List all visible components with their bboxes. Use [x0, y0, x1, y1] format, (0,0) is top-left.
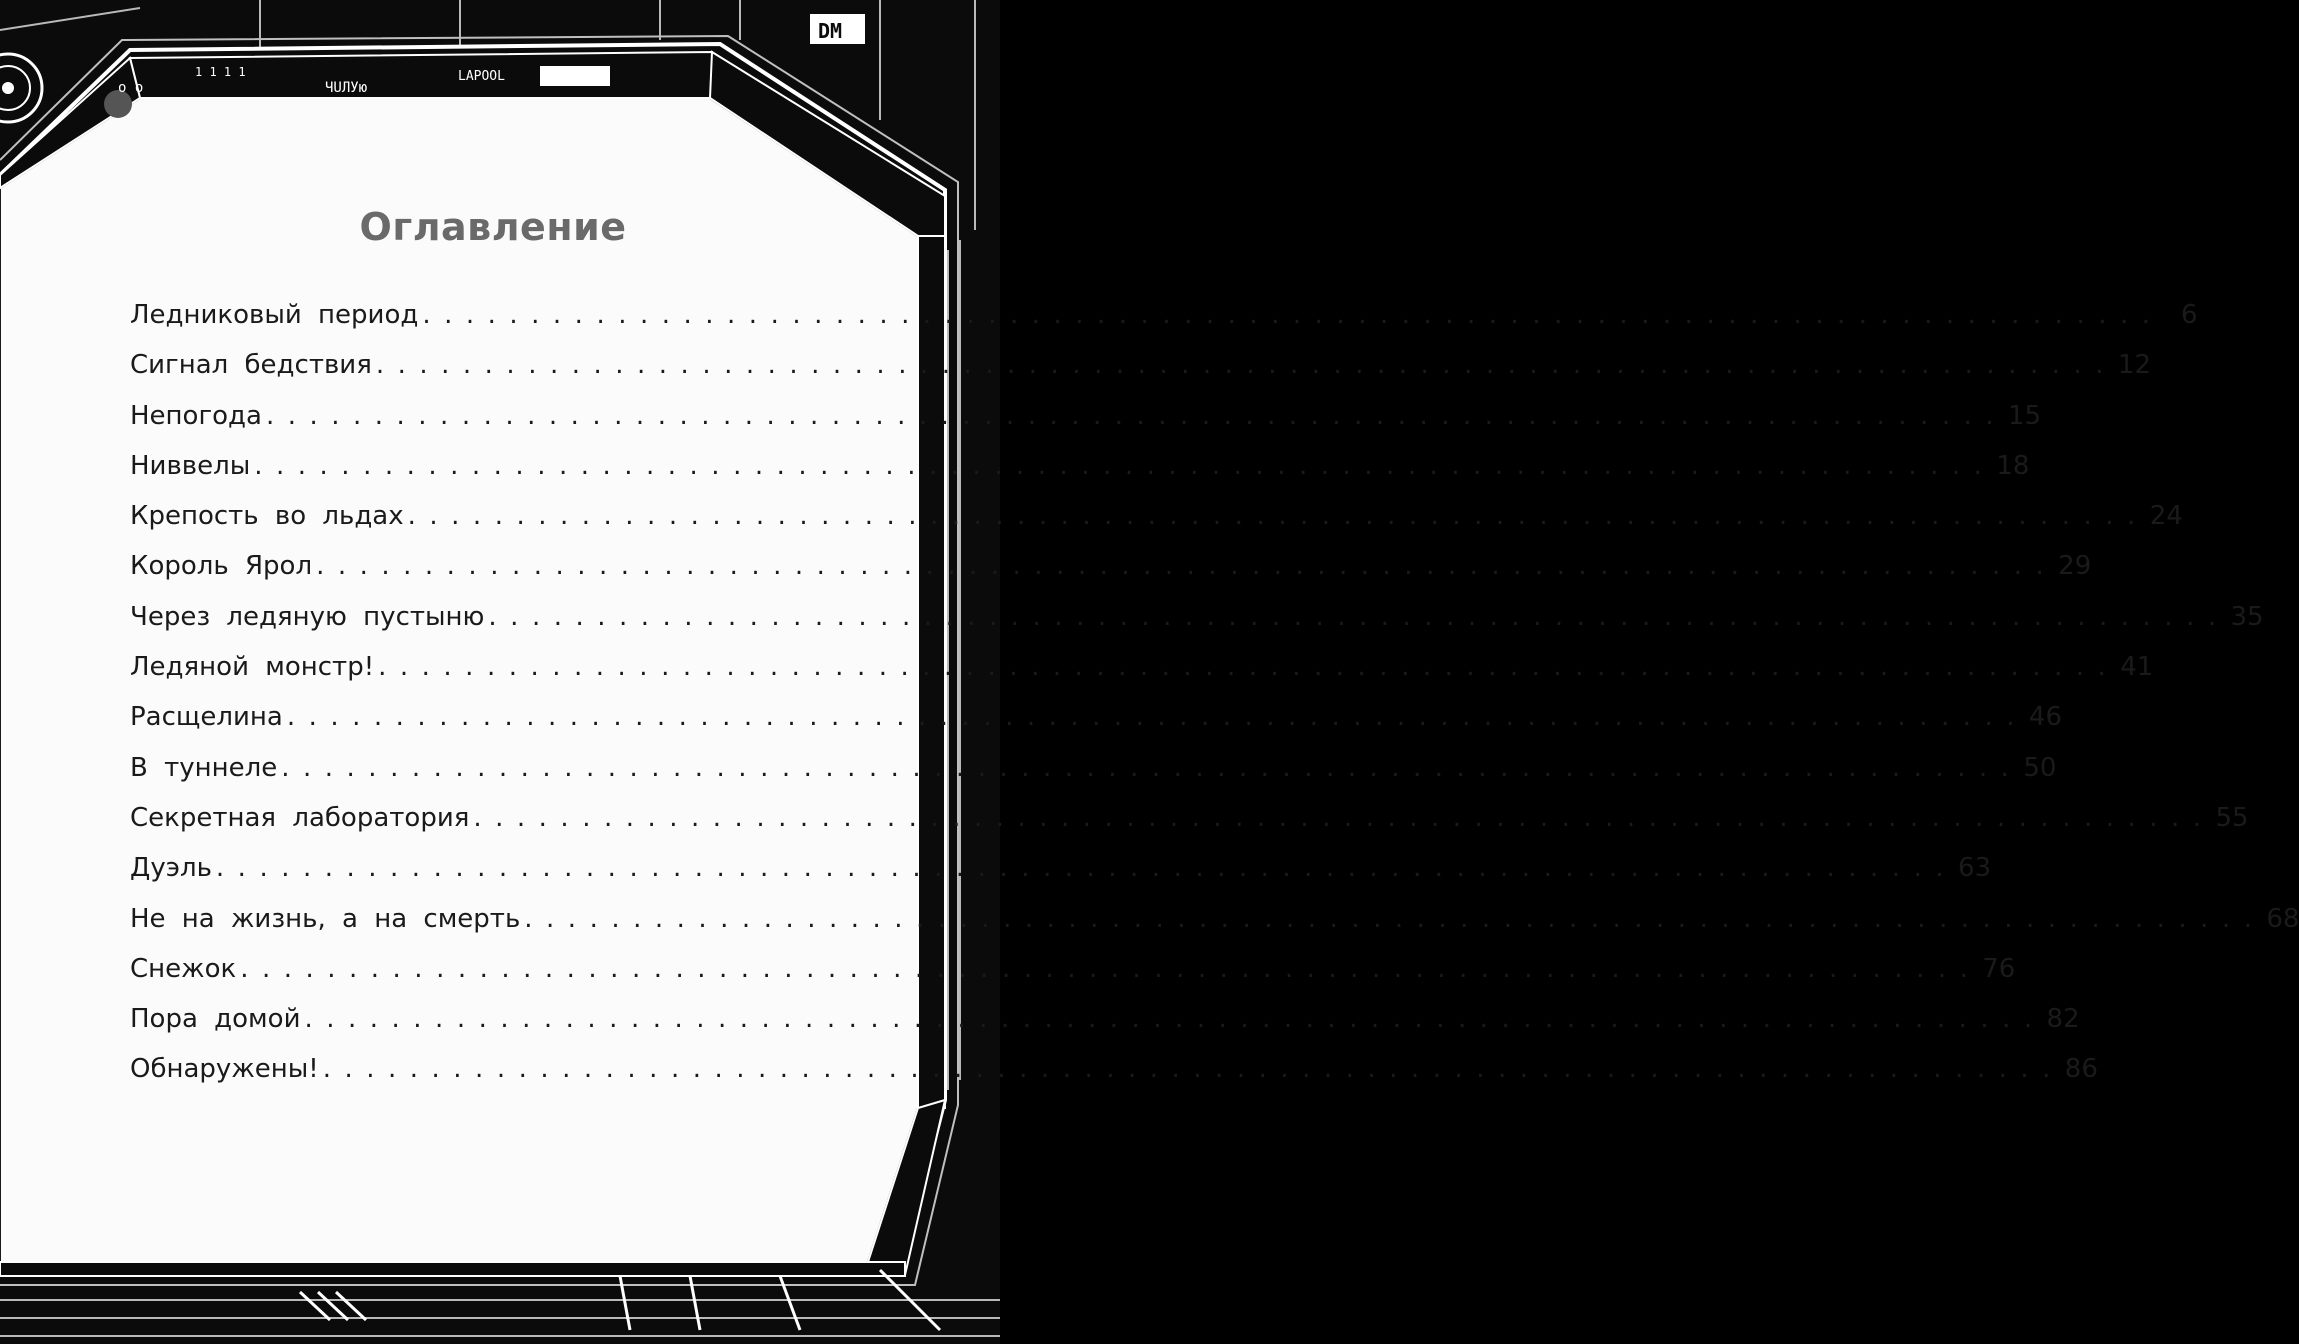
toc-entry-page-number: 6	[2180, 300, 2198, 330]
toc-entry-leader: ................................................................................	[322, 1054, 2064, 1085]
toc-entry-title: Дуэль	[130, 853, 212, 884]
toc-entry	[130, 903, 2299, 954]
toc-entry-page-number: 41	[2120, 652, 2154, 683]
toc-entry	[130, 501, 2183, 551]
toc-entry-leader: ................................................................................	[375, 350, 2118, 381]
toc-entry	[130, 551, 2092, 601]
hud-label-top-right-b: LAPOOL	[458, 69, 505, 84]
toc-entry-leader: ................................................................................	[378, 652, 2120, 683]
toc-entry-leader: ................................................................................	[281, 752, 2023, 783]
hud-label-top-right: DM	[818, 19, 843, 43]
toc-entry-leader: ................................................................................	[473, 802, 2215, 833]
toc-entry-leader: ................................................................................	[304, 1004, 2046, 1035]
toc-entry	[130, 601, 2264, 652]
toc-entry-leader: ................................................................................	[286, 702, 2029, 733]
hud-label-top-center: ЧUЛУю	[325, 80, 368, 96]
toc-entry	[130, 953, 2016, 1004]
toc-entry-page-number: 82	[2046, 1004, 2080, 1035]
toc-entry	[130, 450, 2030, 501]
toc-entry-page-number: 63	[1958, 853, 1992, 884]
toc-entry	[130, 853, 1992, 903]
toc-entry-title: Секретная лаборатория	[130, 802, 470, 833]
toc-entry-leader: ................................................................................	[316, 551, 2058, 582]
toc-entry	[130, 802, 2249, 853]
toc-entry	[130, 300, 2198, 350]
toc-entry-title: Не на жизнь, а на смерть	[130, 903, 521, 934]
toc-entry-page-number: 24	[2149, 501, 2183, 532]
toc-entry	[130, 400, 2042, 451]
toc-entry-leader: ................................................................................	[240, 953, 1982, 984]
toc-entry-page-number: 68	[2266, 903, 2299, 934]
toc-entry-page-number: 35	[2230, 601, 2264, 632]
toc-entry-title: В туннеле	[130, 752, 278, 783]
toc-entry-page-number: 55	[2215, 802, 2249, 833]
toc-entry	[130, 652, 2154, 702]
toc-entry-title: Ледяной монстр!	[130, 652, 375, 683]
toc-entry-title: Непогода	[130, 400, 262, 431]
toc-entry-page-number: 12	[2117, 350, 2152, 381]
toc-entry	[130, 702, 2063, 752]
hud-label-top-left-b: o o	[118, 80, 144, 96]
toc-entry-page-number: 86	[2064, 1054, 2098, 1085]
toc-entry-page-number: 76	[1982, 953, 2016, 984]
toc-entry	[130, 350, 2152, 400]
toc-entry-leader: ................................................................................	[407, 501, 2149, 532]
toc-entry-page-number: 18	[1996, 450, 2030, 481]
toc-entry-leader: ................................................................................	[422, 300, 2164, 330]
hud-label-top-left-a: 1 1 1 1	[195, 65, 246, 79]
toc-entry-page-number: 29	[2058, 551, 2092, 582]
toc-entry	[130, 1054, 2098, 1104]
toc-entry-title: Крепость во льдах	[130, 501, 404, 532]
toc-entry-title: Через ледяную пустыню	[130, 601, 485, 632]
toc-entry-leader: ................................................................................	[254, 450, 1996, 481]
toc-entry-page-number: 50	[2023, 752, 2057, 783]
toc-entry-page-number: 46	[2028, 702, 2063, 733]
toc-entry-title: Сигнал бедствия	[130, 350, 372, 381]
toc-entry-title: Ледниковый период	[130, 300, 419, 330]
toc-entry-title: Обнаружены!	[130, 1054, 319, 1085]
toc-entry-leader: ................................................................................	[488, 601, 2230, 632]
toc-entry-page-number: 15	[2008, 400, 2042, 431]
toc-entry-leader: ................................................................................	[265, 400, 2008, 431]
table-of-contents	[130, 300, 2299, 1105]
toc-entry-title: Пора домой	[130, 1004, 301, 1035]
toc-entry	[130, 752, 2057, 803]
toc-entry-title: Король Ярол	[130, 551, 313, 582]
toc-entry-title: Ниввелы	[130, 450, 251, 481]
toc-entry	[130, 1004, 2080, 1054]
toc-entry-leader: ................................................................................	[215, 853, 1958, 884]
page-title: Оглавление	[359, 205, 627, 249]
toc-entry-title: Расщелина	[130, 702, 283, 733]
toc-entry-leader: ................................................................................	[524, 903, 2266, 934]
toc-entry-title: Снежок	[130, 953, 237, 984]
